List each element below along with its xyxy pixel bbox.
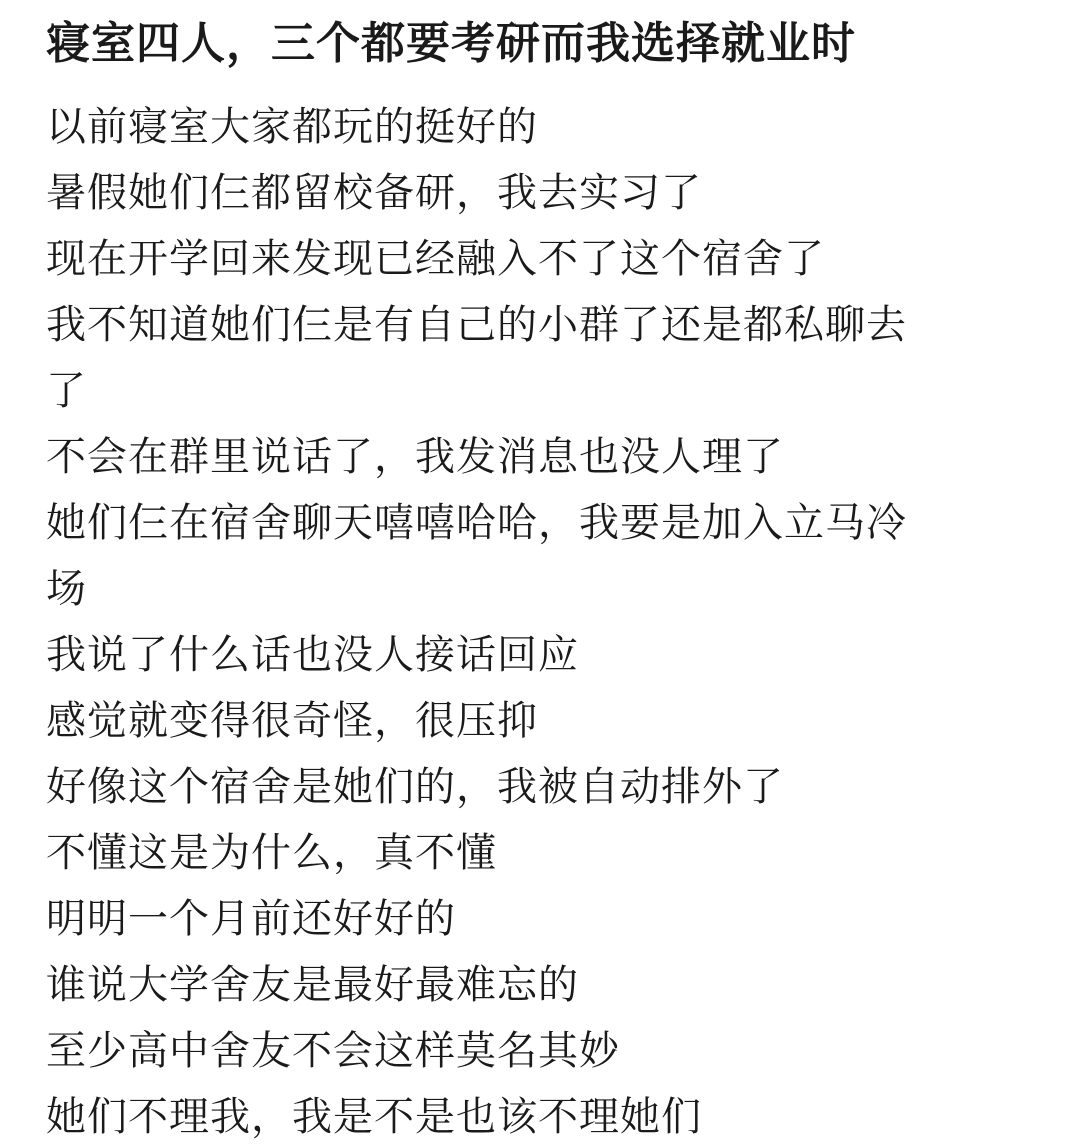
post-title: 寝室四人，三个都要考研而我选择就业时 (46, 18, 856, 69)
post-line: 以前寝室大家都玩的挺好的 (46, 104, 538, 150)
post-line: 至少高中舍友不会这样莫名其妙 (46, 1028, 620, 1074)
post-line: 场 (46, 566, 87, 612)
post-line: 现在开学回来发现已经融入不了这个宿舍了 (46, 236, 825, 282)
post-line: 不会在群里说话了，我发消息也没人理了 (46, 434, 784, 480)
post-line: 她们仨在宿舍聊天嘻嘻哈哈，我要是加入立马冷 (46, 500, 907, 546)
post-line: 好像这个宿舍是她们的，我被自动排外了 (46, 764, 784, 810)
post-line: 暑假她们仨都留校备研，我去实习了 (46, 170, 702, 216)
post-line: 了 (46, 368, 87, 414)
post-line: 我说了什么话也没人接话回应 (46, 632, 579, 678)
post-line: 明明一个月前还好好的 (46, 896, 456, 942)
post-body (46, 94, 1046, 1145)
post-line: 不懂这是为什么，真不懂 (46, 830, 497, 876)
post-line: 感觉就变得很奇怪，很压抑 (46, 698, 538, 744)
post-line: 她们不理我，我是不是也该不理她们 (46, 1094, 702, 1140)
post-line: 谁说大学舍友是最好最难忘的 (46, 962, 579, 1008)
post-line: 我不知道她们仨是有自己的小群了还是都私聊去 (46, 302, 907, 348)
